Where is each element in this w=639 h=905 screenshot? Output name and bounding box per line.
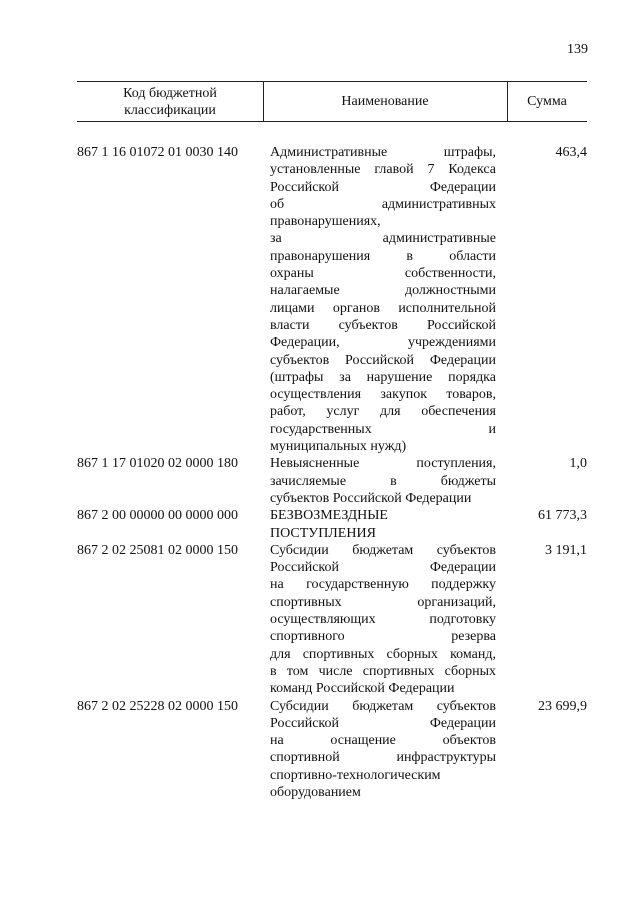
row-name-line: Российской Федерации: [270, 560, 496, 576]
row-name-line: за административные: [270, 231, 496, 247]
row-name-line: охраны собственности,: [270, 266, 496, 282]
row-name-line: (штрафы за нарушение порядка: [270, 369, 496, 385]
row-code: 867 1 17 01020 02 0000 180: [77, 456, 238, 472]
row-name-line: государственных и: [270, 421, 496, 437]
row-name: [270, 455, 496, 507]
table-row: [77, 698, 587, 802]
row-name-line: команд Российской Федерации: [270, 681, 455, 697]
row-name-line: на оснащение объектов: [270, 733, 496, 749]
row-code: 867 2 00 00000 00 0000 000: [77, 508, 238, 524]
row-name-line: лицами органов исполнительной: [270, 300, 496, 316]
row-name-line: Российской Федерации: [270, 715, 496, 731]
table-header: [77, 81, 587, 122]
row-sum: 3 191,1: [545, 542, 587, 558]
row-name-line: налагаемые должностными: [270, 283, 496, 299]
page-number: 139: [567, 42, 588, 57]
row-code: 867 1 16 01072 01 0030 140: [77, 145, 238, 160]
row-name-line: субъектов Российской Федерации: [270, 352, 496, 368]
row-sum: 61 773,3: [538, 508, 587, 524]
header-name: Наименование: [341, 94, 429, 109]
row-name-line: оборудованием: [270, 784, 361, 800]
row-name-line: работ, услуг для обеспечения: [270, 404, 496, 420]
header-code: Код бюджетной классификации: [123, 85, 217, 118]
row-name-line: осуществления закупок товаров,: [270, 387, 496, 403]
row-name-line: об административных: [270, 196, 496, 212]
header-sum: Сумма: [527, 94, 567, 109]
row-name-line: на государственную поддержку: [270, 577, 496, 593]
row-name-line: Федерации, учреждениями: [270, 335, 496, 351]
table-row: [77, 455, 587, 507]
row-name-line: для спортивных сборных команд,: [270, 646, 496, 662]
budget-table: [77, 81, 587, 801]
row-name-line: Российской Федерации: [270, 179, 496, 195]
row-name: [270, 144, 496, 455]
row-code: 867 2 02 25081 02 0000 150: [77, 542, 238, 558]
row-name: [270, 698, 496, 802]
row-name-line: в том числе спортивных сборных: [270, 663, 496, 679]
row-name-line: ПОСТУПЛЕНИЯ: [270, 525, 376, 541]
row-name-line: Административные штрафы,: [270, 145, 496, 160]
row-name-line: власти субъектов Российской: [270, 317, 496, 333]
row-name-line: муниципальных нужд): [270, 439, 407, 455]
row-sum: 23 699,9: [538, 698, 587, 714]
row-name-line: правонарушениях,: [270, 214, 381, 230]
row-name-line: спортивной инфраструктуры: [270, 750, 496, 766]
row-name-line: субъектов Российской Федерации: [270, 490, 472, 506]
row-name-line: зачисляемые в бюджеты: [270, 473, 496, 489]
table-row: [77, 542, 587, 698]
row-name-line: правонарушения в области: [270, 248, 496, 264]
row-name-line: спортивных организаций,: [270, 594, 496, 610]
row-name: [270, 542, 496, 698]
row-name: [270, 507, 496, 542]
table-row: [77, 144, 587, 455]
row-sum: 1,0: [569, 456, 587, 472]
row-name-line: спортивного резерва: [270, 629, 496, 645]
row-name-line: БЕЗВОЗМЕЗДНЫЕ: [270, 508, 388, 524]
table-row: [77, 507, 587, 542]
row-name-line: установленные главой 7 Кодекса: [270, 162, 496, 178]
table-body: [77, 144, 587, 801]
row-name-line: Субсидии бюджетам субъектов: [270, 542, 496, 558]
row-name-line: осуществляющих подготовку: [270, 612, 496, 628]
row-name-line: спортивно-технологическим: [270, 767, 441, 783]
row-name-line: Субсидии бюджетам субъектов: [270, 698, 496, 714]
row-code: 867 2 02 25228 02 0000 150: [77, 698, 238, 714]
row-name-line: Невыясненные поступления,: [270, 456, 496, 472]
row-sum: 463,4: [555, 145, 587, 160]
